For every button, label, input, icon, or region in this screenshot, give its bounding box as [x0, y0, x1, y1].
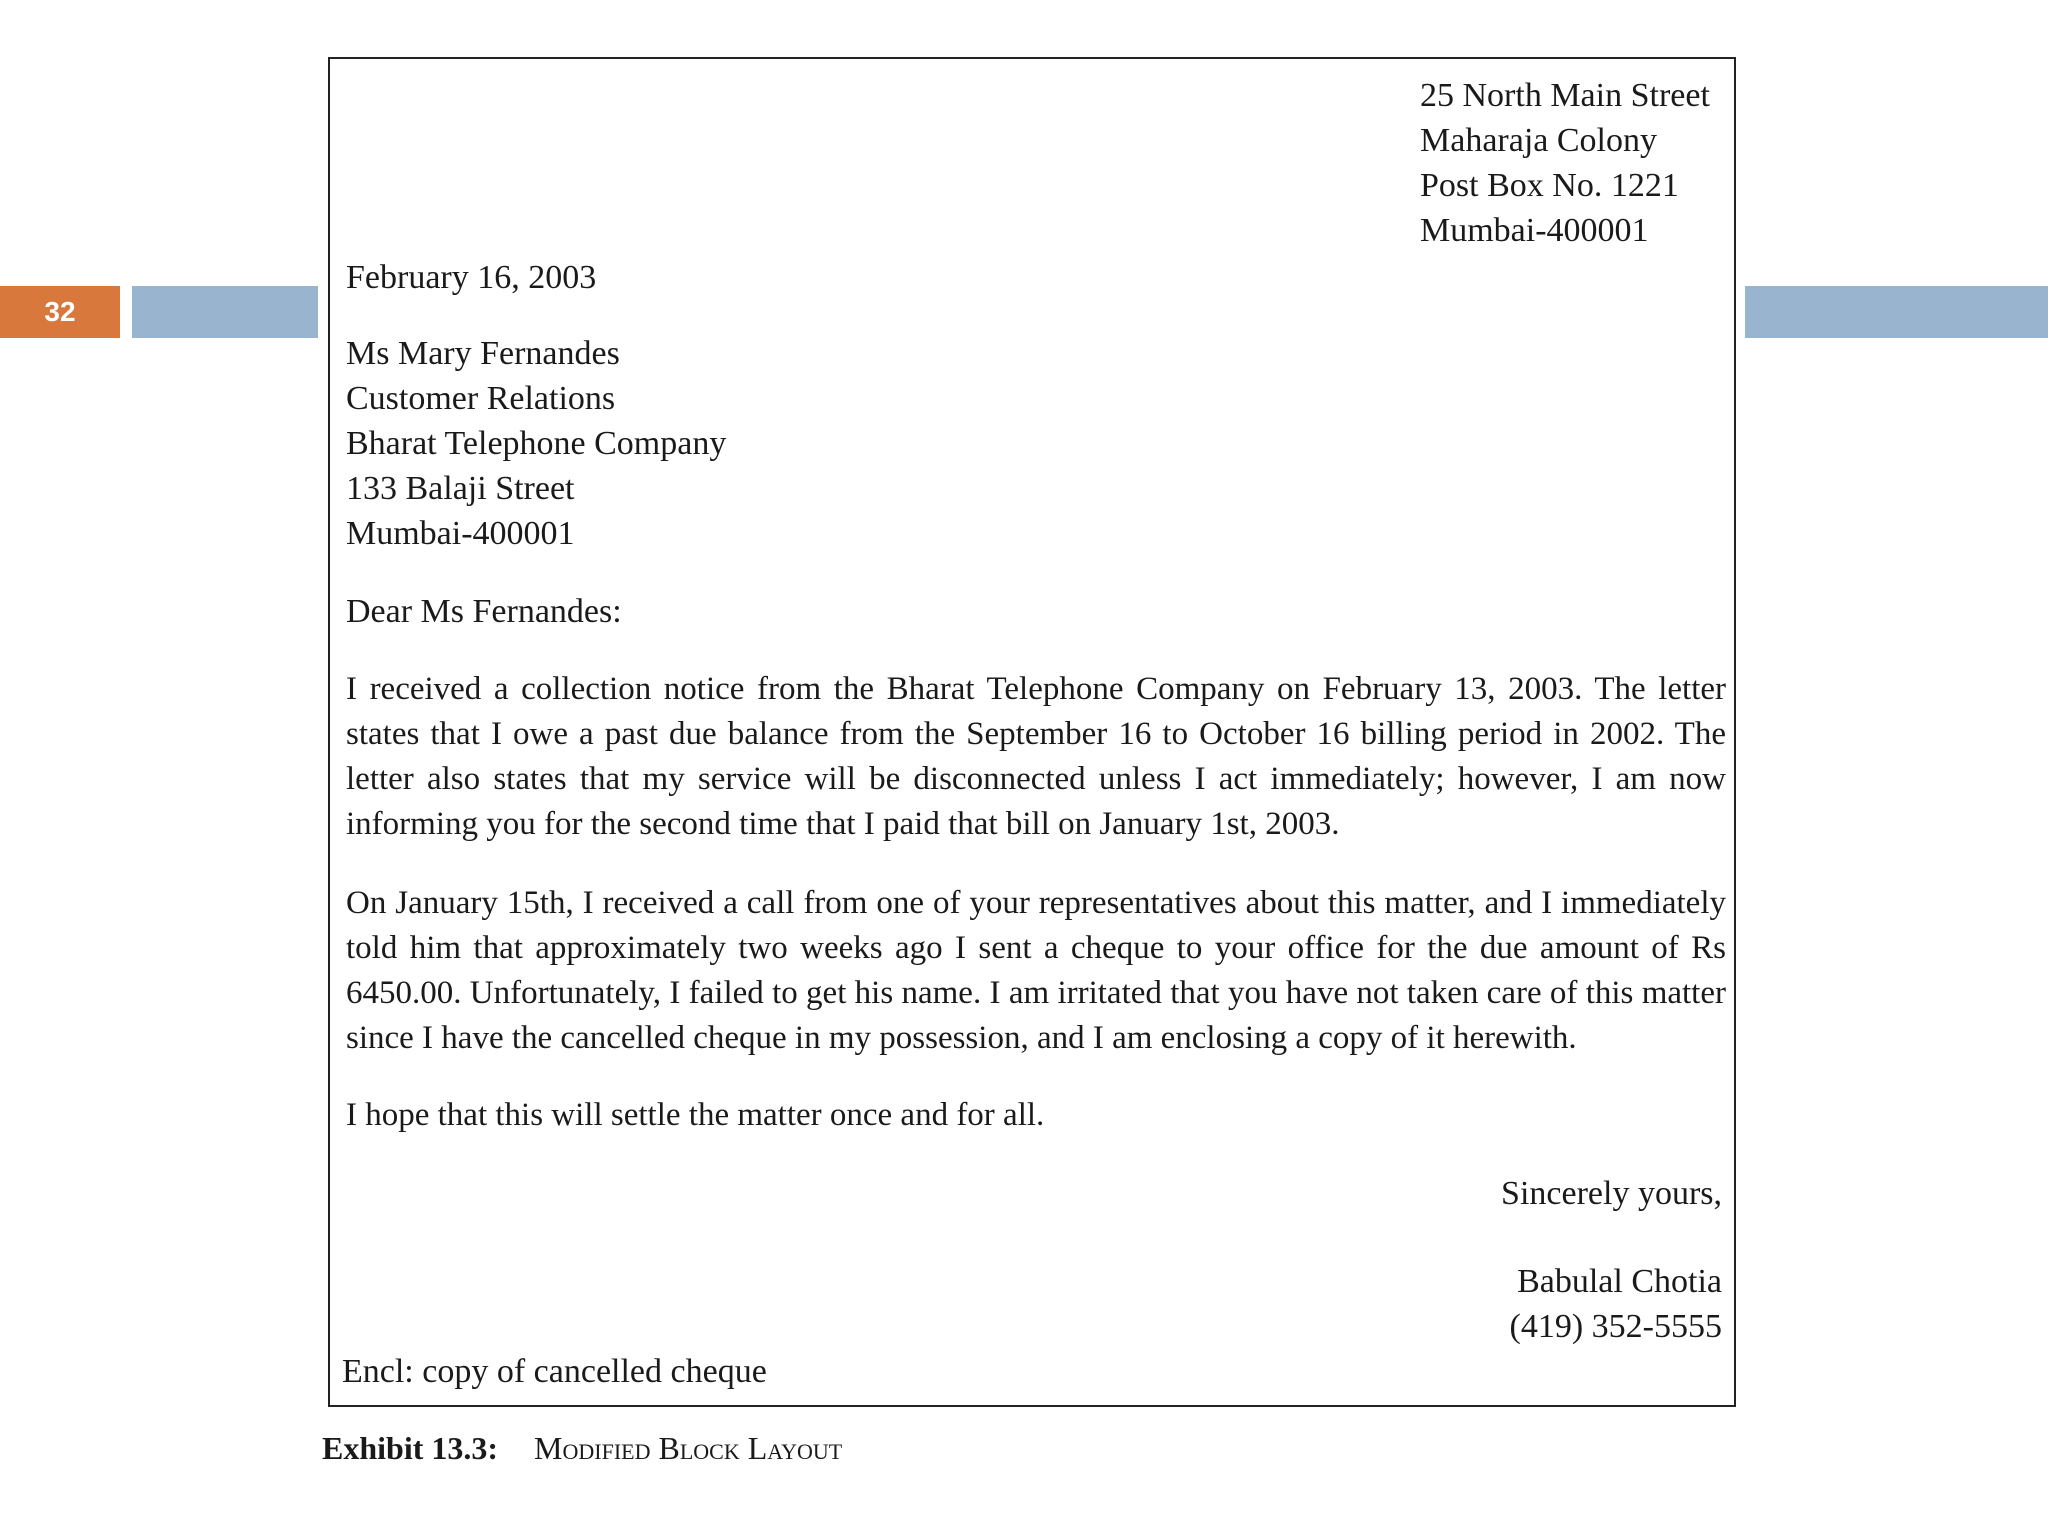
body-paragraph-3: I hope that this will settle the matter once and for all. — [346, 1097, 1045, 1133]
salutation: Dear Ms Fernandes: — [346, 593, 622, 630]
slide-header-bar-right — [1745, 286, 2048, 338]
sender-address-line: 25 North Main Street — [1420, 77, 1710, 114]
letter-date: February 16, 2003 — [346, 259, 597, 296]
sender-address-line: Maharaja Colony — [1420, 122, 1657, 159]
closing — [1501, 1171, 1722, 1216]
recipient-address-line: Customer Relations — [346, 380, 616, 417]
recipient-address — [346, 331, 726, 556]
recipient-address-line: 133 Balaji Street — [346, 470, 575, 507]
slide-number: 32 — [0, 286, 120, 338]
body-paragraph-1: I received a collection notice from the Bharat Telephone Company on February 13, 2003. The letter states that I owe a past due balance from the September 16 to October 16 billing period in 2002. The letter also states that my service will be disconnected unless I act immediately; however, I am now informing you for the second time that I paid that bill on January 1st, 2003. — [346, 671, 1726, 842]
sender-address — [1420, 73, 1710, 253]
exhibit-label: Exhibit 13.3: — [322, 1430, 499, 1466]
recipient-address-line: Ms Mary Fernandes — [346, 335, 620, 372]
letter-document — [328, 57, 1736, 1407]
signature-block — [1510, 1259, 1722, 1349]
signer-name: Babulal Chotia — [1517, 1263, 1722, 1300]
slide-header-bar-left — [132, 286, 318, 338]
sender-address-line: Mumbai-400001 — [1420, 212, 1649, 249]
closing-text: Sincerely yours, — [1501, 1175, 1722, 1212]
body-paragraph-2: On January 15th, I received a call from one of your representatives about this matter, and I immediately told him that approximately two weeks ago I sent a cheque to your office for the due amount of Rs 6450.00. Unfortunately, I failed to get his name. I am irritated that you have not taken care of this matter since I have the cancelled cheque in my possession, and I am enclosing a copy of it herewith. — [346, 885, 1726, 1056]
exhibit-title: Modified Block Layout — [534, 1430, 843, 1466]
recipient-address-line: Mumbai-400001 — [346, 515, 575, 552]
exhibit-caption — [322, 1430, 842, 1467]
recipient-address-line: Bharat Telephone Company — [346, 425, 727, 462]
enclosure-note: Encl: copy of cancelled cheque — [342, 1353, 767, 1390]
signer-phone: (419) 352-5555 — [1509, 1308, 1722, 1345]
sender-address-line: Post Box No. 1221 — [1420, 167, 1679, 204]
